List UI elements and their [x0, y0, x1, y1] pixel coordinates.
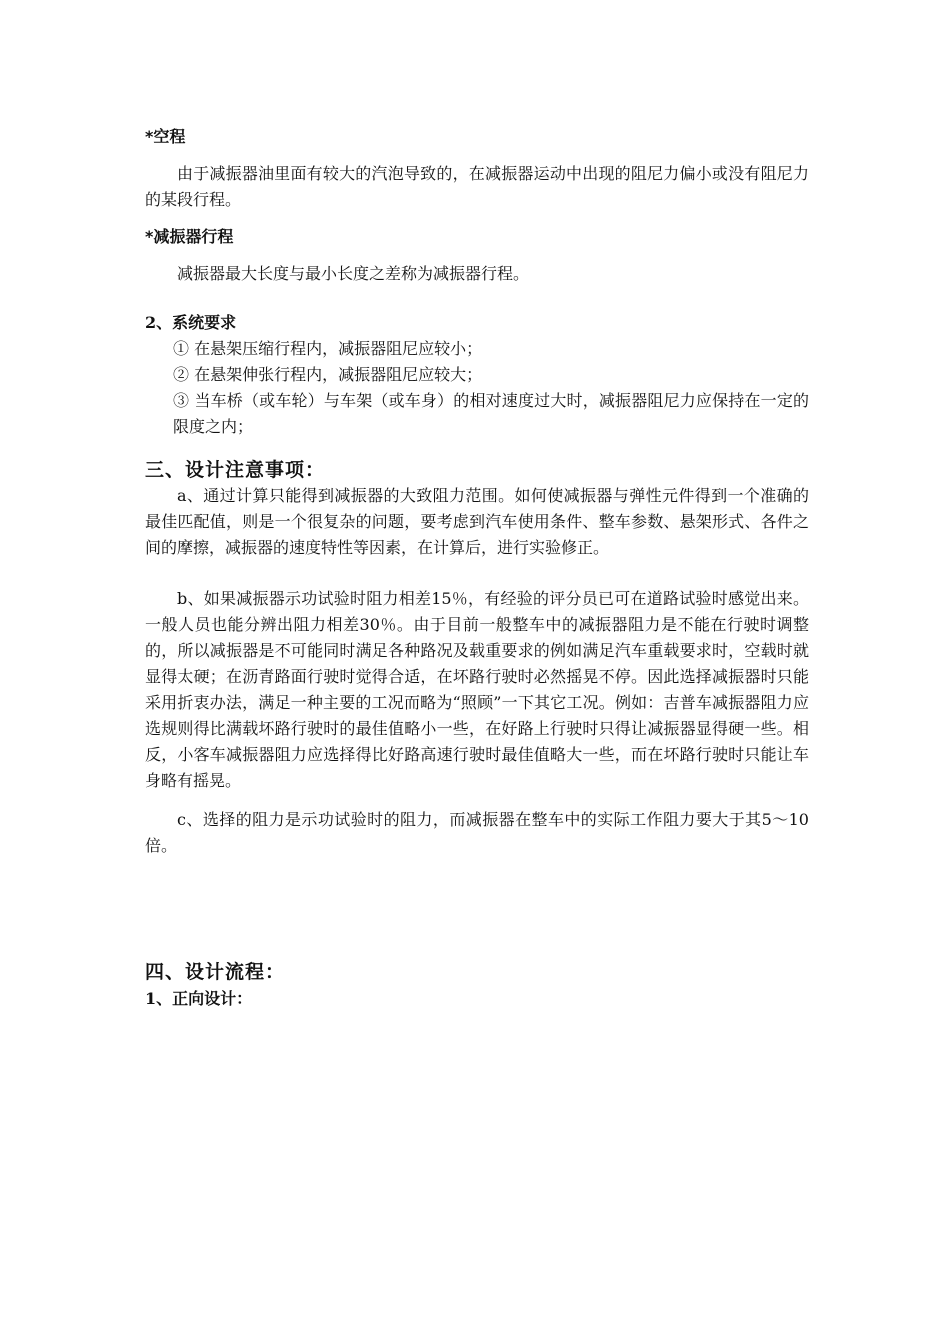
term-body-empty-stroke: 由于减振器油里面有较大的汽泡导致的，在减振器运动中出现的阻尼力偏小或没有阻尼力的某段行程。 [145, 164, 809, 209]
section-3-paragraph-b: b、如果减振器示功试验时阻力相差15％，有经验的评分员已可在道路试验时感觉出来。一般人员也能分辨出阻力相差30％。由于目前一般整车中的减振器阻力是不能在行驶时调整的，所以减振器是不可能同时满足各种路况及载重要求的例如满足汽车重载要求时，空载时就显得太硬；在沥青路面行驶时觉得合适，在坏路行驶时必然摇晃不停。因此选择减振器时只能采用折衷办法，满足一种主要的工况而略为“照顾”一下其它工况。例如：吉普车减振器阻力应选规则得比满载坏路行驶时的最佳值略小一些，在好路上行驶时只得让减振器显得硬一些。相反，小客车减振器阻力应选择得比好路高速行驶时最佳值略大一些，而在坏路行驶时只能让车身略有摇晃。 [145, 589, 809, 790]
term-heading-shock-stroke: *减振器行程 [145, 227, 234, 246]
section-3-paragraph-c: c、选择的阻力是示功试验时的阻力，而减振器在整车中的实际工作阻力要大于其5～10倍。 [145, 810, 809, 855]
system-requirements-list [145, 336, 809, 440]
term-heading-empty-stroke: *空程 [145, 127, 186, 146]
section-3-paragraph-a: a、通过计算只能得到减振器的大致阻力范围。如何使减振器与弹性元件得到一个准确的最佳匹配值，则是一个很复杂的问题，要考虑到汽车使用条件、整车参数、悬架形式、各件之间的摩擦，减振器的速度特性等因素，在计算后，进行实验修正。 [145, 486, 809, 557]
requirement-item-1: ① 在悬架压缩行程内，减振器阻尼应较小； [173, 339, 483, 358]
requirement-item-2: ② 在悬架伸张行程内，减振器阻尼应较大； [173, 365, 483, 384]
section-4-subheading: 1、正向设计： [145, 989, 253, 1008]
requirement-item-3-text: ③ 当车桥（或车轮）与车架（或车身）的相对速度过大时，减振器阻尼力应保持在一定的限度之内； [173, 391, 809, 436]
system-requirements-heading: 2、系统要求 [145, 313, 237, 332]
section-4-heading: 四、设计流程： [145, 961, 286, 983]
section-3-heading: 三、设计注意事项： [145, 459, 326, 481]
term-body-shock-stroke: 减振器最大长度与最小长度之差称为减振器行程。 [177, 264, 530, 283]
requirement-item-3 [173, 388, 809, 440]
